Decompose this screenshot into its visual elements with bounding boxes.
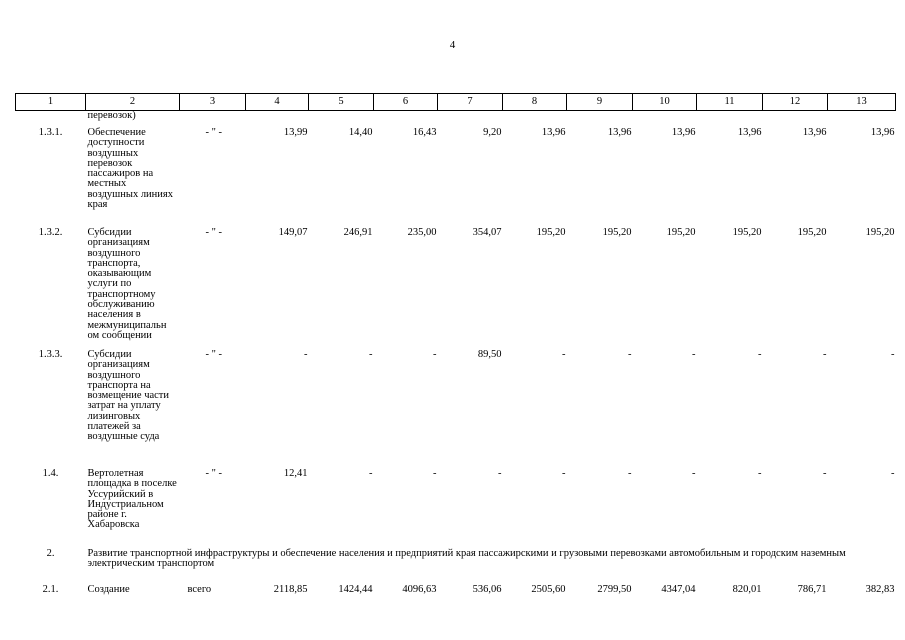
row-unit: - " - bbox=[205, 349, 223, 360]
row-value: - bbox=[304, 349, 308, 360]
row-value: 4096,63 bbox=[402, 584, 437, 595]
row-description: Создание bbox=[87, 584, 130, 595]
row-description: Вертолетная площадка в поселке Уссурийский в Индустриальном районе г. Хабаровска bbox=[87, 468, 177, 531]
header-cell: 12 bbox=[763, 94, 828, 111]
row-code: 1.3.3. bbox=[38, 349, 63, 360]
table-row bbox=[16, 123, 896, 223]
row-value: 13,96 bbox=[541, 127, 566, 138]
row-value: - bbox=[692, 468, 696, 479]
header-cell: 8 bbox=[503, 94, 567, 111]
row-value: 89,50 bbox=[477, 349, 502, 360]
row-value: 2505,60 bbox=[531, 584, 566, 595]
row-value: 9,20 bbox=[483, 127, 502, 138]
continuation-row bbox=[16, 111, 896, 124]
row-value: - bbox=[823, 349, 827, 360]
row-value: 2799,50 bbox=[597, 584, 632, 595]
table-row bbox=[16, 461, 896, 545]
row-description: Субсидии организациям воздушного транспорта, оказывающим услуги по транспортному обслуживанию населения в межмуниципальн ом сообщении bbox=[87, 227, 167, 341]
row-code: 2.1. bbox=[42, 584, 59, 595]
row-value: - bbox=[891, 468, 895, 479]
row-value: 246,91 bbox=[343, 227, 373, 238]
row-value: - bbox=[823, 468, 827, 479]
row-value: 195,20 bbox=[666, 227, 696, 238]
section-title: Развитие транспортной инфраструктуры и обеспечение населения и предприятий края пассажирскими и грузовыми перевозками автомобильным и городским наземным электрическим транспортом bbox=[87, 548, 846, 570]
header-cell: 10 bbox=[633, 94, 697, 111]
row-value: 16,43 bbox=[412, 127, 437, 138]
row-value: 195,20 bbox=[865, 227, 895, 238]
header-cell: 2 bbox=[86, 94, 180, 111]
header-cell: 13 bbox=[828, 94, 896, 111]
header-row bbox=[16, 94, 896, 111]
row-code: 1.3.1. bbox=[38, 127, 63, 138]
row-value: 4347,04 bbox=[661, 584, 696, 595]
row-value: 820,01 bbox=[732, 584, 762, 595]
row-value: 13,96 bbox=[870, 127, 895, 138]
row-code: 1.4. bbox=[42, 468, 59, 479]
row-value: - bbox=[369, 349, 373, 360]
header-cell: 9 bbox=[567, 94, 633, 111]
row-value: 2118,85 bbox=[273, 584, 308, 595]
continuation-text: перевозок) bbox=[87, 110, 136, 121]
header-cell: 1 bbox=[16, 94, 86, 111]
page-number: 4 bbox=[449, 39, 456, 51]
row-description: Обеспечение доступности воздушных перевозок пассажиров на местных воздушных линиях края bbox=[87, 127, 173, 211]
row-value: 1424,44 bbox=[338, 584, 373, 595]
row-value: 195,20 bbox=[732, 227, 762, 238]
row-value: 382,83 bbox=[865, 584, 895, 595]
row-unit: всего bbox=[187, 584, 212, 595]
row-value: 13,96 bbox=[737, 127, 762, 138]
row-value: - bbox=[628, 468, 632, 479]
row-value: - bbox=[891, 349, 895, 360]
header-cell: 6 bbox=[374, 94, 438, 111]
row-unit: - " - bbox=[205, 468, 223, 479]
header-cell: 5 bbox=[309, 94, 374, 111]
row-code: 1.3.2. bbox=[38, 227, 63, 238]
row-value: 13,96 bbox=[671, 127, 696, 138]
row-value: - bbox=[562, 349, 566, 360]
row-value: - bbox=[562, 468, 566, 479]
row-value: - bbox=[433, 468, 437, 479]
budget-table bbox=[15, 93, 896, 595]
table-row bbox=[16, 345, 896, 461]
row-value: 786,71 bbox=[797, 584, 827, 595]
row-value: 235,00 bbox=[407, 227, 437, 238]
row-value: 13,96 bbox=[607, 127, 632, 138]
row-value: 354,07 bbox=[472, 227, 502, 238]
row-value: 12,41 bbox=[283, 468, 308, 479]
row-value: 536,06 bbox=[472, 584, 502, 595]
header-cell: 4 bbox=[246, 94, 309, 111]
row-description: Субсидии организациям воздушного транспорта на возмещение части затрат на уплату лизинговых платежей за воздушные суда bbox=[87, 349, 170, 443]
row-value: - bbox=[369, 468, 373, 479]
row-value: 149,07 bbox=[278, 227, 308, 238]
row-value: 13,96 bbox=[802, 127, 827, 138]
row-value: - bbox=[692, 349, 696, 360]
row-value: - bbox=[433, 349, 437, 360]
row-unit: - " - bbox=[205, 227, 223, 238]
section-row bbox=[16, 545, 896, 579]
row-value: - bbox=[758, 349, 762, 360]
row-value: - bbox=[498, 468, 502, 479]
row-value: 195,20 bbox=[536, 227, 566, 238]
row-value: 13,99 bbox=[283, 127, 308, 138]
row-value: - bbox=[628, 349, 632, 360]
header-cell: 3 bbox=[180, 94, 246, 111]
row-value: - bbox=[758, 468, 762, 479]
header-cell: 7 bbox=[438, 94, 503, 111]
table-row bbox=[16, 579, 896, 595]
row-value: 14,40 bbox=[348, 127, 373, 138]
row-unit: - " - bbox=[205, 127, 223, 138]
header-cell: 11 bbox=[697, 94, 763, 111]
row-value: 195,20 bbox=[602, 227, 632, 238]
row-value: 195,20 bbox=[797, 227, 827, 238]
table-row bbox=[16, 223, 896, 345]
section-code: 2. bbox=[46, 548, 55, 559]
